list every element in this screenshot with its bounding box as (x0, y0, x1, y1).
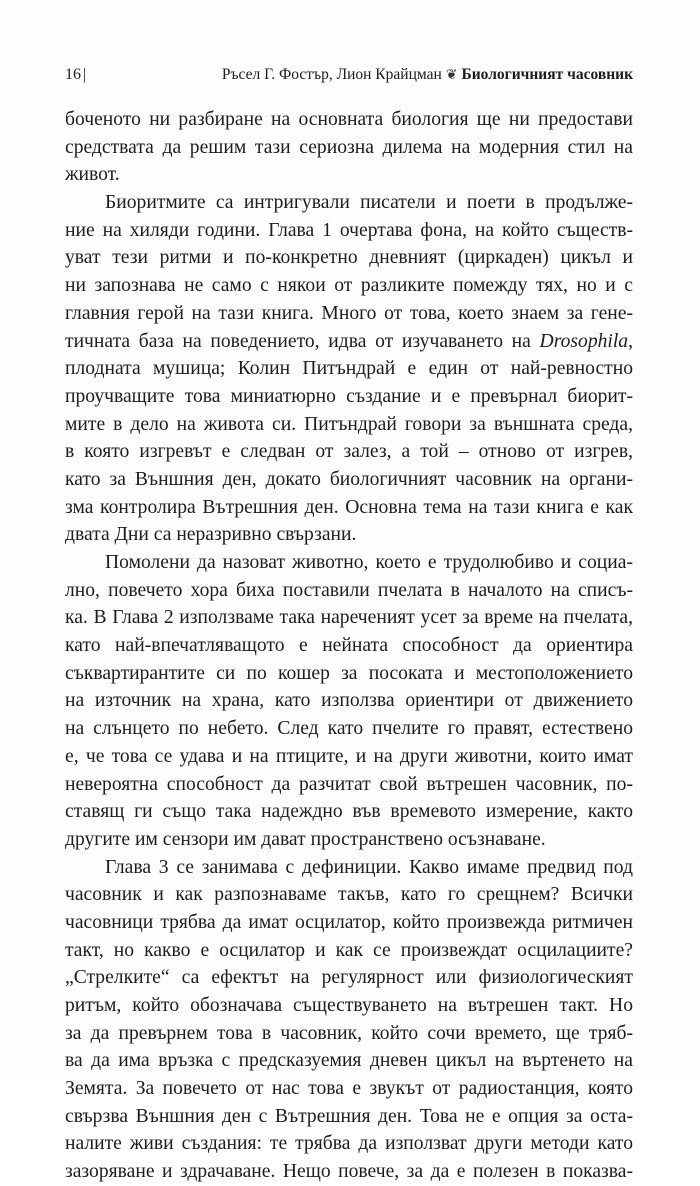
text-line: свързва Външния ден с Вътрешния ден. Това не е опция за оста- (65, 1105, 633, 1127)
text-line: другите им сензори им дават пространствено осъзнаване. (65, 828, 546, 850)
text-line: уват тези ритми и по-конкретно дневният (циркаден) цикъл и (65, 247, 633, 269)
page-number (65, 64, 86, 86)
text-line: боченото ни разбиране на основната биология ще ни предостави (65, 109, 633, 130)
text-line: живот. (65, 164, 120, 186)
text-line: Земята. За повечето от нас това е звукът от радиостанция, която (65, 1078, 633, 1100)
paragraph (65, 106, 633, 189)
text-line: ка. В Глава 2 използваме така нареченият усет за време на пчелата, (65, 607, 633, 629)
text-line: е, че това се удава и на птиците, и на други животни, които имат (65, 745, 633, 767)
leaf-ornament-icon: ❦ (445, 68, 458, 83)
text-line: двата Дни са неразривно свързани. (65, 524, 357, 546)
paragraph (65, 549, 633, 854)
text-line: часовник и как разпознаваме такъв, като го срещнем? Всички (65, 884, 633, 906)
text-line: ритъм, който обозначава съществуването на вътрешен такт. Но (65, 995, 633, 1016)
running-head (222, 64, 633, 87)
text-line: съквартирантите си по кошер за посоката и местоположението (65, 662, 633, 684)
text-line: „Стрелките“ са ефектът на регулярност или физиологическият (65, 967, 633, 989)
text-line: проучващите това миниатюрно създание и е превърнал биорит- (65, 385, 633, 407)
text-line: тичната база на поведението, идва от изучаването на Drosophila, (65, 330, 633, 352)
text-line: средствата да решим тази сериозна дилема на модерния стил на (65, 136, 633, 158)
text-line: Биоритмите са интригували писатели и поети в продълже- (105, 192, 633, 214)
text-line: главния герой на тази книга. Много от това, което знаем за гене- (65, 302, 633, 324)
text-line: лно, повечето хора биха поставили пчелата в началото на списъ- (65, 579, 633, 601)
paragraph (65, 189, 633, 549)
body-text (65, 106, 633, 1186)
text-line: зма контролира Вътрешния ден. Основна тема на тази книга е как (65, 496, 633, 518)
text-line: Помолени да назоват животно, което е трудолюбиво и социа- (105, 552, 633, 573)
text-line: като най-впечатляващото е нейната способност да ориентира (65, 635, 633, 657)
text-line: налите живи създания: те трябва да използват други методи като (65, 1133, 633, 1155)
running-head-authors: Ръсел Г. Фостър, Лион Крайцман (221, 66, 442, 83)
text-line: ние на хиляди години. Глава 1 очертава фона, на който съществ- (65, 219, 633, 241)
text-line: плодната мушица; Колин Питъндрай е един от най-ревностно (65, 358, 633, 380)
text-line: Глава 3 се занимава с дефиниции. Какво имаме предвид под (105, 856, 633, 878)
text-line: ва да има връзка с предсказуемия дневен цикъл на въртенето на (65, 1050, 633, 1072)
text-line: часовници трябва да имат осцилатор, който произвежда ритмичен (65, 911, 633, 933)
text-line: в която изгревът е следван от залез, а той – отново от изгрев, (65, 441, 633, 463)
text-line: като за Външния ден, докато биологичният часовник на органи- (65, 468, 633, 490)
text-line: мите в дело на живота си. Питъндрай говори за външната среда, (65, 413, 633, 435)
text-line: такт, но какво е осцилатор и как се произвеждат осцилациите? (65, 939, 633, 961)
text-line: ставящ ги също така надеждно във времевото измерение, както (65, 801, 633, 823)
paragraph (65, 854, 633, 1186)
text-line: ни запознава не само с някои от разликите помежду тях, но и с (65, 275, 633, 297)
page-number-value: 16 (65, 66, 81, 83)
text-line: за да превърнем това в часовник, който сочи времето, ще тряб- (65, 1022, 633, 1044)
page-number-separator: | (83, 66, 87, 83)
running-head-book-title: Биологичният часовник (461, 66, 633, 83)
text-line: на слънцето по небето. След като пчелите го правят, естествено (65, 718, 633, 740)
text-line: зазоряване и здрачаване. Нещо повече, за да е полезен в показва- (65, 1161, 633, 1183)
text-line: на източник на храна, като използва ориентири от движението (65, 690, 633, 712)
text-line: невероятна способност да разчитат свой вътрешен часовник, по- (65, 773, 633, 795)
page-header (65, 64, 633, 90)
